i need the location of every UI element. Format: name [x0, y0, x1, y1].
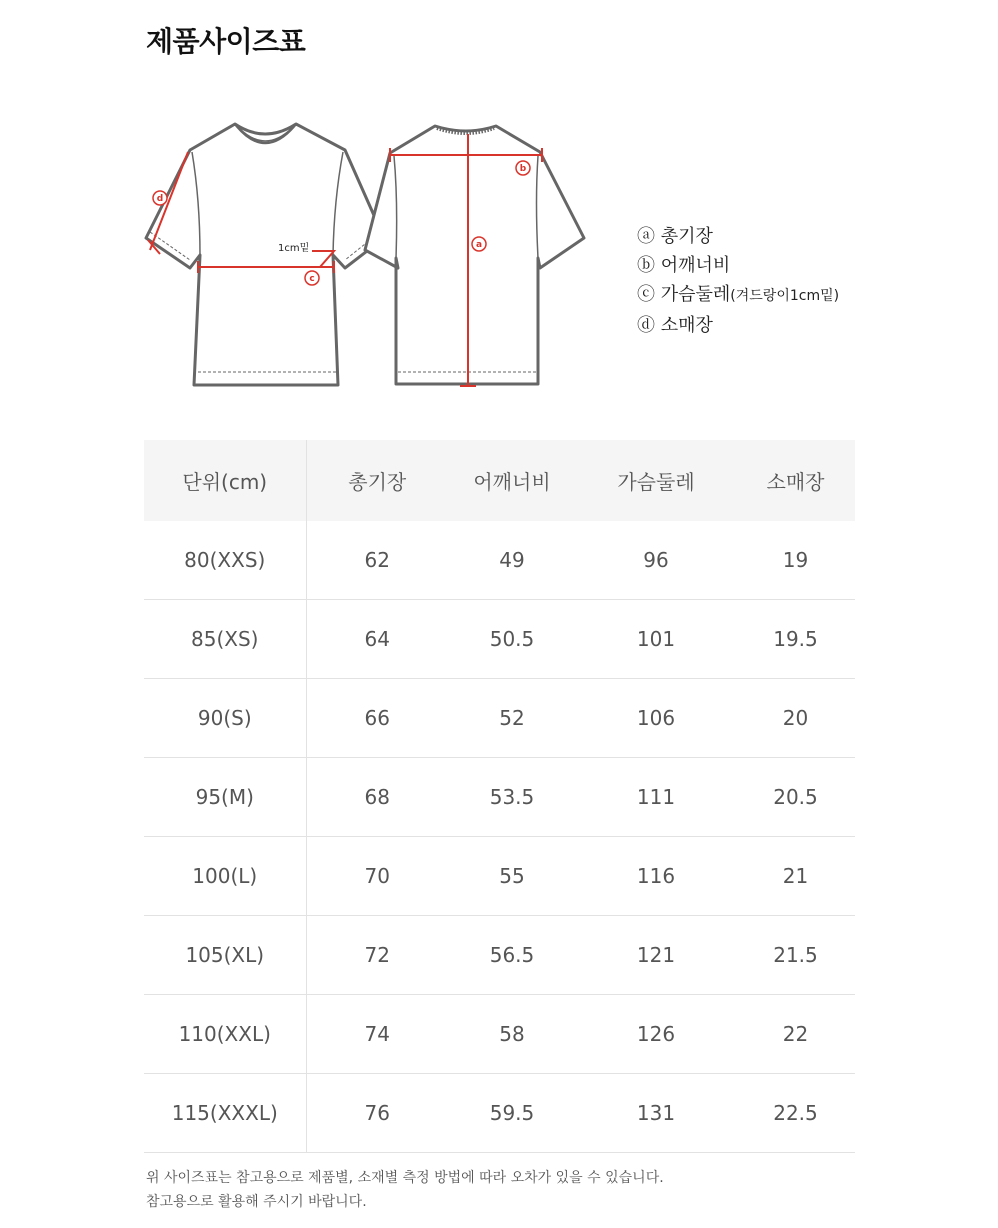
legend-label: 어깨너비 [660, 255, 731, 276]
size-table [144, 440, 855, 1153]
table-row [144, 521, 855, 600]
marker-a-label: a [475, 240, 483, 250]
legend-label: 소매장 [660, 315, 713, 336]
measurement-legend [637, 222, 839, 340]
header-sleeve-length: 소매장 [736, 440, 855, 521]
legend-marker: ⓐ [637, 226, 655, 247]
size-cell: 80(XXS) [144, 521, 306, 600]
disclaimer-line-2: 참고용으로 활용해 주시기 바랍니다. [146, 1194, 367, 1210]
size-cell: 90(S) [144, 679, 306, 758]
table-header-row [144, 440, 855, 521]
marker-b-label: b [519, 164, 527, 174]
chest-cell: 126 [576, 995, 736, 1074]
page-title: 제품사이즈표 [146, 25, 306, 58]
shoulder-width-cell: 50.5 [448, 600, 576, 679]
size-cell: 105(XL) [144, 916, 306, 995]
sleeve-length-cell: 19 [736, 521, 855, 600]
chest-cell: 96 [576, 521, 736, 600]
shoulder-width-cell: 59.5 [448, 1074, 576, 1153]
shoulder-width-cell: 58 [448, 995, 576, 1074]
chest-cell: 101 [576, 600, 736, 679]
shoulder-width-cell: 56.5 [448, 916, 576, 995]
table-row [144, 600, 855, 679]
header-chest: 가슴둘레 [576, 440, 736, 521]
size-disclaimer [146, 1166, 664, 1214]
sleeve-length-cell: 20 [736, 679, 855, 758]
header-total-length: 총기장 [306, 440, 448, 521]
total-length-cell: 72 [306, 916, 448, 995]
total-length-cell: 76 [306, 1074, 448, 1153]
legend-item-shoulder-width [637, 251, 839, 280]
marker-d-label: d [156, 194, 164, 204]
total-length-cell: 62 [306, 521, 448, 600]
shoulder-width-cell: 53.5 [448, 758, 576, 837]
table-row [144, 837, 855, 916]
sleeve-length-cell: 21 [736, 837, 855, 916]
table-row [144, 758, 855, 837]
shoulder-width-cell: 55 [448, 837, 576, 916]
legend-item-sleeve-length [637, 311, 839, 340]
legend-marker: ⓒ [637, 284, 655, 305]
marker-c-label: c [309, 274, 315, 284]
legend-label: 가슴둘레 [660, 284, 731, 305]
total-length-cell: 68 [306, 758, 448, 837]
back-tshirt-illustration [365, 126, 584, 384]
total-length-cell: 66 [306, 679, 448, 758]
chest-cell: 121 [576, 916, 736, 995]
size-cell: 100(L) [144, 837, 306, 916]
chest-cell: 111 [576, 758, 736, 837]
legend-marker: ⓓ [637, 315, 655, 336]
chest-cell: 106 [576, 679, 736, 758]
shoulder-width-cell: 49 [448, 521, 576, 600]
total-length-cell: 64 [306, 600, 448, 679]
legend-item-total-length [637, 222, 839, 251]
tshirt-measurement-diagram [140, 110, 600, 400]
table-row [144, 1074, 855, 1153]
sleeve-length-cell: 22.5 [736, 1074, 855, 1153]
front-tshirt-illustration [146, 124, 384, 385]
disclaimer-line-1: 위 사이즈표는 참고용으로 제품별, 소재별 측정 방법에 따라 오차가 있을 수 있습니다. [146, 1170, 664, 1186]
shoulder-width-cell: 52 [448, 679, 576, 758]
size-cell: 110(XXL) [144, 995, 306, 1074]
size-cell: 95(M) [144, 758, 306, 837]
total-length-cell: 74 [306, 995, 448, 1074]
legend-label: 총기장 [660, 226, 713, 247]
size-cell: 85(XS) [144, 600, 306, 679]
legend-item-chest [637, 280, 839, 311]
table-row [144, 916, 855, 995]
table-row [144, 679, 855, 758]
header-unit: 단위(cm) [144, 440, 306, 521]
size-cell: 115(XXXL) [144, 1074, 306, 1153]
sleeve-length-cell: 22 [736, 995, 855, 1074]
legend-note: (겨드랑이1cm밑) [730, 288, 840, 304]
sleeve-length-cell: 19.5 [736, 600, 855, 679]
sleeve-length-cell: 21.5 [736, 916, 855, 995]
total-length-cell: 70 [306, 837, 448, 916]
chest-measure-note: 1cm밑 [278, 243, 310, 254]
chest-cell: 116 [576, 837, 736, 916]
chest-cell: 131 [576, 1074, 736, 1153]
sleeve-length-cell: 20.5 [736, 758, 855, 837]
header-shoulder-width: 어깨너비 [448, 440, 576, 521]
legend-marker: ⓑ [637, 255, 655, 276]
table-row [144, 995, 855, 1074]
